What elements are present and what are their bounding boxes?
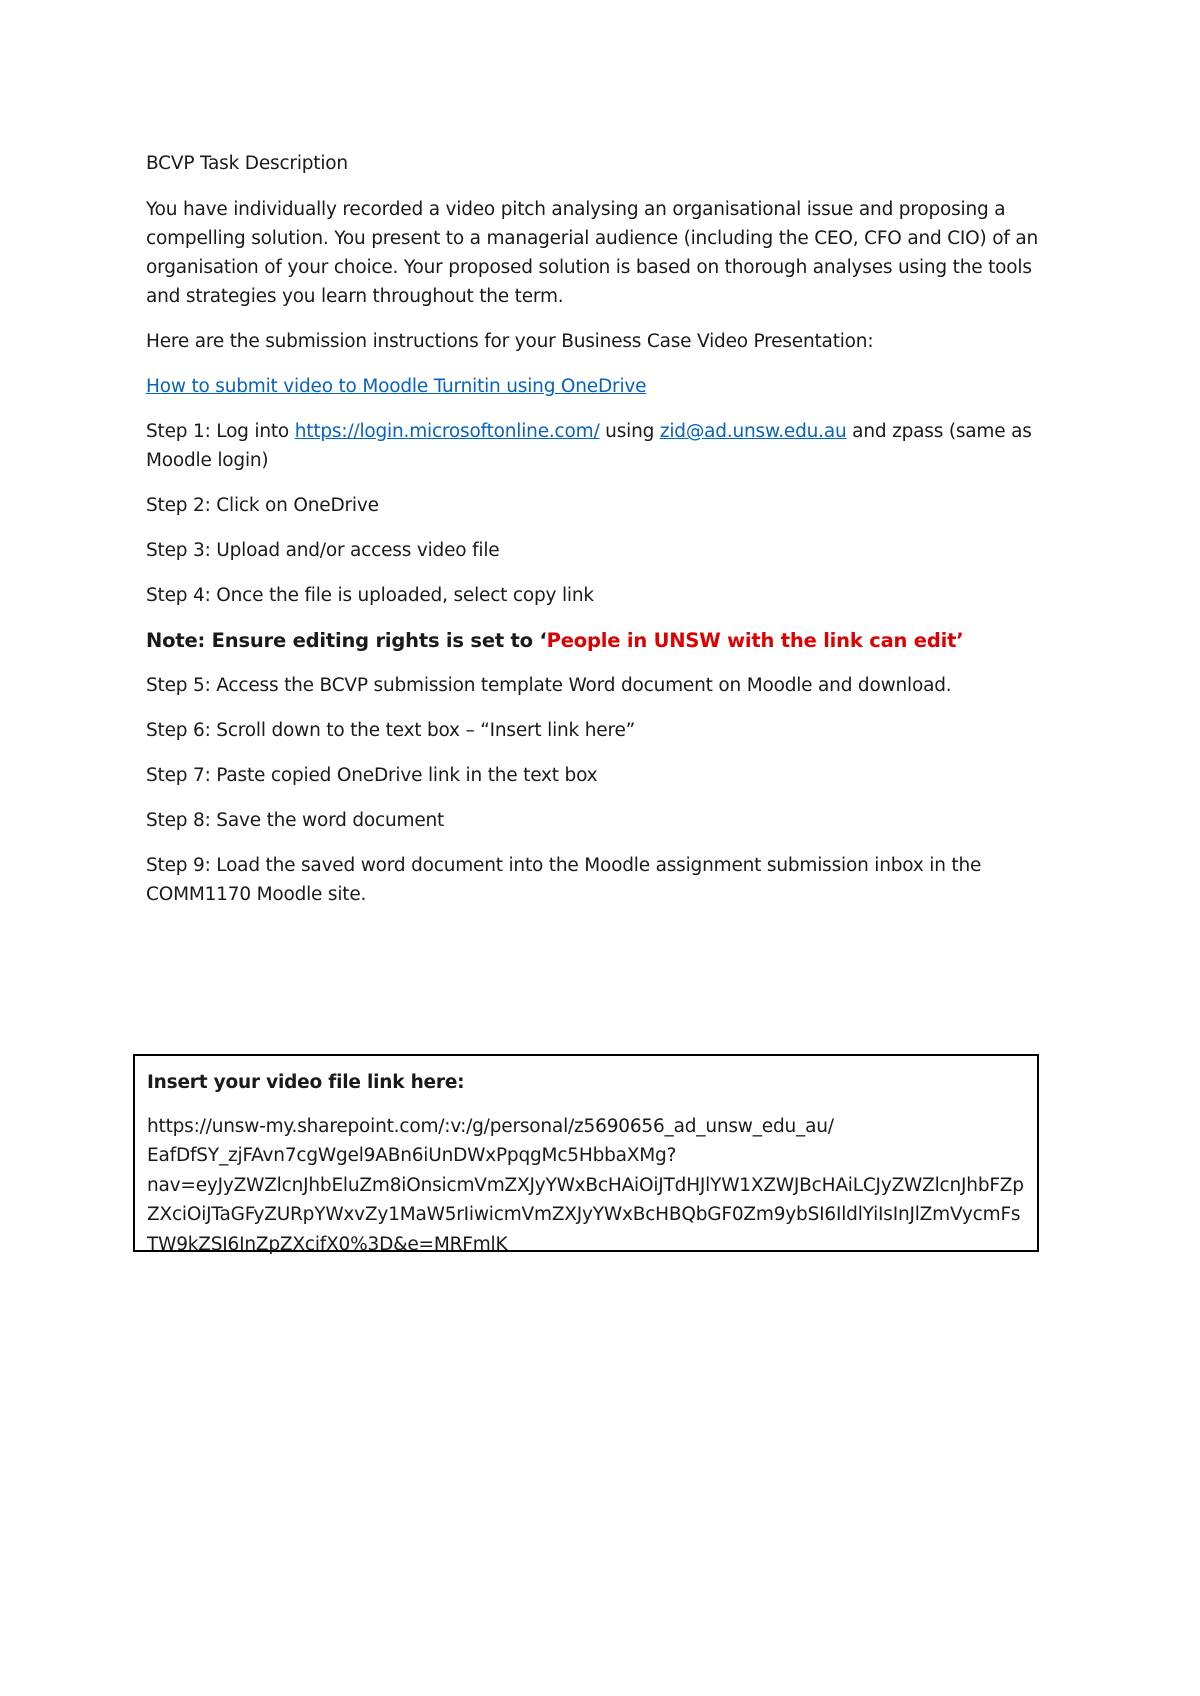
step-7: Step 7: Paste copied OneDrive link in the text box [146, 765, 598, 786]
step-1-prefix: Step 1: Log into [146, 421, 295, 442]
video-link-url[interactable]: https://unsw-my.sharepoint.com/:v:/g/personal/z5690656_ad_unsw_edu_au/ EafDfSY_zjFAvn7cgWgel9ABn6iUnDWxPpqgMc5HbbaXMg? nav=eyJyZWZlcnJhbEluZm8iOnsicmVmZXJyYWxBcHAiOiJTdHJlYW1XZWJBcHAiLCJyZWZlcnJhbFZp ZXciOiJTaGFyZURpYWxvZy1MaW5rIiwicmVmZXJyYWxBcHBQbGF0Zm9ybSI6IldlYiIsInJlZmVycmFs TW9kZSI6InZpZXcifX0%3D&e=MRFmlK [147, 1115, 1024, 1255]
guide-link-paragraph [146, 372, 1046, 401]
instructions-lead: Here are the submission instructions for your Business Case Video Presentation: [146, 331, 874, 352]
step-2: Step 2: Click on OneDrive [146, 495, 379, 516]
note-suffix: ’ [956, 629, 964, 652]
step-9: Step 9: Load the saved word document into the Moodle assignment submission inbox in the COMM1170 Moodle site. [146, 855, 982, 905]
microsoft-login-link[interactable]: https://login.microsoftonline.com/ [294, 421, 600, 442]
step-1-middle: using [599, 421, 660, 442]
note-prefix: Note: Ensure editing rights is set to ‘ [146, 629, 547, 652]
editing-rights-note [146, 626, 1046, 655]
step-4: Step 4: Once the file is uploaded, select copy link [146, 585, 594, 606]
link-box-heading: Insert your video file link here: [147, 1072, 465, 1093]
video-link-text-box[interactable] [133, 1054, 1039, 1255]
step-6: Step 6: Scroll down to the text box – “Insert link here” [146, 720, 636, 741]
note-highlight: People in UNSW with the link can edit [546, 629, 957, 652]
email-link[interactable]: zid@ad.unsw.edu.au [659, 421, 847, 442]
document-body [146, 149, 1046, 925]
step-8: Step 8: Save the word document [146, 810, 445, 831]
intro-paragraph: You have individually recorded a video pitch analysing an organisational issue and proposing a compelling solution. You present to a managerial audience (including the CEO, CFO and CIO) of an organisation of your choice. Your proposed solution is based on thorough analyses using the tools and strategies you learn throughout the term. [146, 199, 1039, 307]
document-title: BCVP Task Description [146, 153, 348, 174]
guide-link[interactable]: How to submit video to Moodle Turnitin using OneDrive [146, 376, 647, 397]
step-1-suffix: and zpass (same as Moodle login) [146, 421, 1032, 471]
step-1 [146, 417, 1046, 475]
step-5: Step 5: Access the BCVP submission template Word document on Moodle and download. [146, 675, 952, 696]
step-3: Step 3: Upload and/or access video file [146, 540, 500, 561]
